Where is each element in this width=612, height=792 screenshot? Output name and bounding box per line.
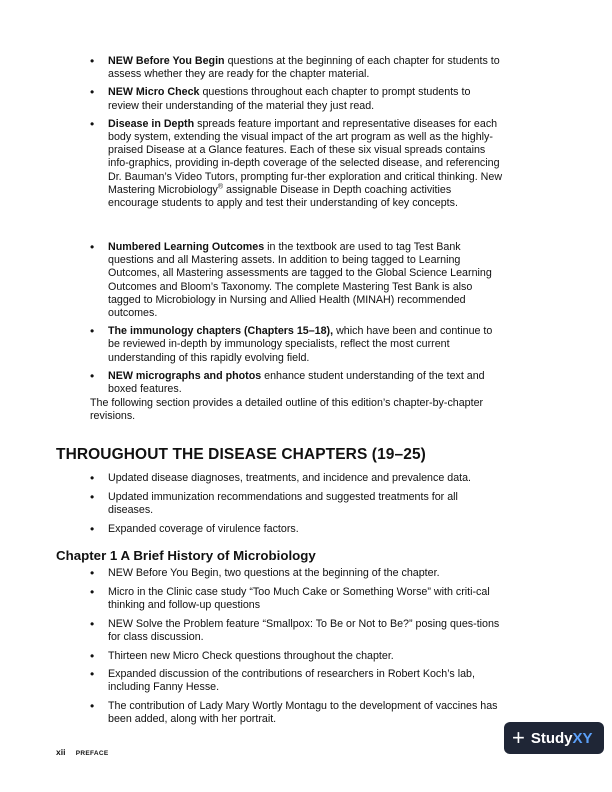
studyxy-logo	[504, 722, 604, 754]
list-item: • The contribution of Lady Mary Wortly Montagu to the development of vaccines has been added, along with her portrait.	[90, 700, 504, 726]
chapter-heading: Chapter 1 A Brief History of Microbiology	[56, 548, 316, 563]
list-item: • NEW Solve the Problem feature “Smallpox: To Be or Not to Be?” posing ques-tions for class discussion.	[90, 618, 504, 644]
list-item: • NEW Before You Begin questions at the beginning of each chapter for students to assess whether they are ready for the chapter material.	[90, 55, 504, 81]
chapter-revisions-bullet-list	[90, 567, 504, 732]
page-number: xii	[56, 747, 66, 757]
feature-bullet-list-continued	[90, 241, 504, 401]
plus-icon: +	[512, 725, 525, 750]
list-item: • Expanded discussion of the contributions of researchers in Robert Koch’s lab, including Fanny Hesse.	[90, 668, 504, 694]
list-item: • The immunology chapters (Chapters 15–18), which have been and continue to be reviewed in-depth by immunology specialists, reflect the most current understanding of this rapidly evolving field.	[90, 325, 504, 365]
list-item: • NEW micrographs and photos enhance student understanding of the text and boxed features.	[90, 370, 504, 396]
list-item: • Micro in the Clinic case study “Too Much Cake or Something Worse” with criti-cal thinking and follow-up questions	[90, 586, 504, 612]
list-item: • Updated immunization recommendations and suggested treatments for all diseases.	[90, 491, 504, 517]
list-item: • NEW Micro Check questions throughout each chapter to prompt students to review their understanding of the material they just read.	[90, 86, 504, 112]
list-item: • Disease in Depth spreads feature important and representative diseases for each body system, extending the visual impact of the art program as well as the highly-praised Disease at a Glance features. Each of these six visual spreads contains info-graphics, providing in-depth coverage of the selected disease, and referencing Dr. Bauman’s Video Tutors, prompting fur-ther exploration and critical thinking. New Mastering Microbiology® assignable Disease in Depth coaching activities encourage students to apply and test their understanding of key concepts.	[90, 118, 504, 210]
section-intro-paragraph: The following section provides a detailed outline of this edition’s chapter-by-chapter revisions.	[90, 397, 484, 423]
running-footer-label: PREFACE	[75, 750, 109, 757]
disease-chapters-bullet-list	[90, 472, 504, 541]
list-item: • NEW Before You Begin, two questions at the beginning of the chapter.	[90, 567, 504, 580]
logo-wordmark: StudyXY	[530, 729, 593, 747]
list-item: • Expanded coverage of virulence factors.	[90, 523, 504, 536]
list-item: • Thirteen new Micro Check questions throughout the chapter.	[90, 650, 504, 663]
feature-bullet-list	[90, 55, 504, 215]
page-footer	[56, 747, 109, 757]
list-item: • Numbered Learning Outcomes in the textbook are used to tag Test Bank questions and all Mastering assets. In addition to being tagged to Learning Outcomes, all Mastering assessments are tagged to the Global Science Learning Outcomes and Bloom’s Taxonomy. The complete Mastering Test Bank is also tagged to Microbiology in Nursing and Allied Health (MINAH) recommended outcomes.	[90, 241, 504, 320]
section-heading: THROUGHOUT THE DISEASE CHAPTERS (19–25)	[56, 446, 426, 463]
list-item: • Updated disease diagnoses, treatments, and incidence and prevalence data.	[90, 472, 504, 485]
